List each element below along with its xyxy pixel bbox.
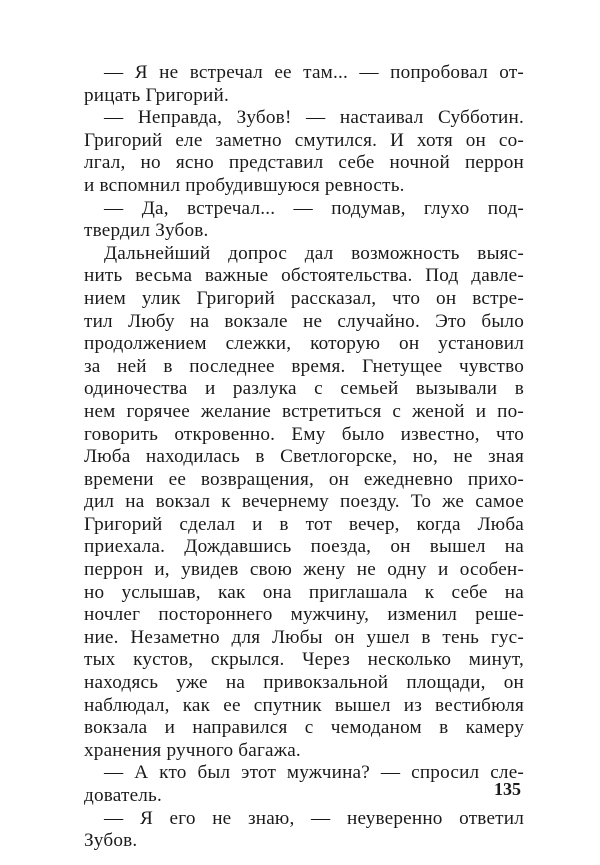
text-line: твердил Зубов. — [84, 220, 209, 242]
paragraph-first-line: — Я его не знаю, — неуверенно ответил — [104, 807, 524, 829]
text-line: лгал, но ясно представил себе ночной перрон — [84, 152, 524, 174]
text-line: ние. Незаметно для Любы он ушел в тень гус- — [84, 626, 524, 648]
text-line: ночлег постороннего мужчину, изменил реше- — [84, 604, 524, 626]
page-number: 135 — [494, 779, 521, 799]
text-line: Григорий еле заметно смутился. И хотя он со- — [84, 129, 524, 151]
text-line: и вспомнил пробудившуюся ревность. — [84, 174, 405, 196]
text-line: приехала. Дождавшись поезда, он вышел на — [84, 536, 524, 558]
text-line: тых кустов, скрылся. Через несколько минут, — [84, 649, 524, 671]
text-line: нем горячее желание встретиться с женой и по- — [84, 400, 524, 422]
text-line: времени ее возвращения, он ежедневно прихо- — [84, 468, 524, 490]
paragraph-first-line: — А кто был этот мужчина? — спросил сле- — [104, 762, 524, 784]
text-line: перрон и, увидев свою жену не одну и особен- — [84, 559, 524, 581]
text-line: Григорий сделал и в тот вечер, когда Люба — [84, 513, 524, 535]
text-line: наблюдал, как ее спутник вышел из вестибюля — [84, 694, 524, 716]
paragraph-first-line: — Я не встречал ее там... — попробовал от- — [104, 62, 524, 83]
text-line: Зубов. — [84, 830, 138, 852]
paragraph-first-line: — Неправда, Зубов! — настаивал Субботин. — [104, 107, 524, 129]
text-line: говорить откровенно. Ему было известно, что — [84, 423, 524, 445]
text-line: за ней в последнее время. Гнетущее чувство — [84, 355, 524, 377]
text-line: дил на вокзал к вечернему поезду. То же самое — [84, 491, 524, 513]
text-line: нить весьма важные обстоятельства. Под давле- — [84, 265, 524, 287]
text-line: тил Любу на вокзале не случайно. Это было — [84, 310, 524, 332]
text-line: продолжением слежки, которую он установил — [84, 333, 524, 355]
text-line: вокзала и направился с чемоданом в камеру — [84, 717, 524, 739]
text-line: Люба находилась в Светлогорске, но, не зная — [84, 446, 524, 468]
text-line: дователь. — [84, 785, 163, 806]
text-line: одиночества и разлука с семьей вызывали в — [84, 378, 524, 400]
paragraph-first-line: — Да, встречал... — подумав, глухо под- — [104, 197, 524, 219]
text-line: но услышав, как она приглашала к себе на — [84, 581, 524, 603]
text-line: хранения ручного багажа. — [84, 739, 301, 761]
text-line: нием улик Григорий рассказал, что он встре- — [84, 287, 524, 309]
text-line: находясь уже на привокзальной площади, он — [84, 672, 524, 694]
book-page-text — [84, 62, 524, 853]
text-line: рицать Григорий. — [84, 84, 229, 106]
paragraph-first-line: Дальнейший допрос дал возможность выяс- — [104, 242, 524, 264]
